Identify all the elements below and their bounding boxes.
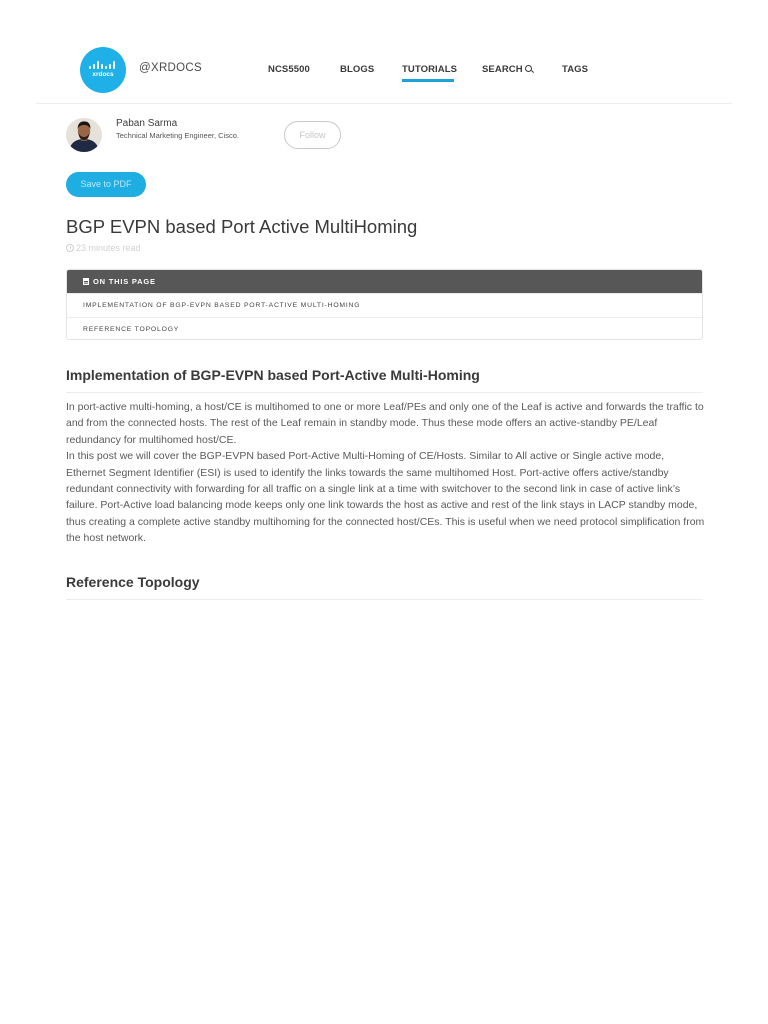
cisco-bars-icon (89, 61, 117, 69)
table-of-contents (66, 269, 703, 340)
logo-text: xrdocs (92, 71, 114, 78)
toc-item-implementation[interactable]: IMPLEMENTATION OF BGP-EVPN BASED PORT-ACTIVE MULTI-HOMING (67, 293, 702, 317)
page-title: BGP EVPN based Port Active MultiHoming (66, 216, 418, 237)
section-heading-reference-topology: Reference Topology (66, 574, 200, 590)
clock-icon (66, 244, 74, 252)
author-name[interactable]: Paban Sarma (116, 118, 178, 129)
toc-header-label: ON THIS PAGE (93, 277, 156, 286)
paragraph: In port-active multi-homing, a host/CE is multihomed to one or more Leaf/PEs and only one of the Leaf is active and forwards the traffic to and from the connected hosts. The rest of the Leaf remain in standby mode. Thus these mode offers an active-standby PE/Leaf redundancy for multihomed host/CE. (66, 401, 704, 446)
site-header (0, 0, 768, 104)
search-icon (525, 65, 532, 72)
read-time (66, 243, 141, 253)
paragraph: In this post we will cover the BGP-EVPN based Port-Active Multi-Homing of CE/Hosts. Similar to All active or Single active mode, Ethernet Segment Identifier (ESI) is used to identify the links towards the same multihomed Host. Port-active offers active/standby redundant connectivity with forwarding for all traffic on a single link at a time with switchover to the second link in case of active link’s failure. Port-Active load balancing mode keeps only one link towards the host as active and rest of the link stays in LACP standby mode, thus creating a complete active standby multihoming for the connected host/CEs. This is useful when we need protocol simplification from the host network. (66, 450, 705, 545)
section-divider (66, 599, 703, 600)
follow-button[interactable]: Follow (284, 121, 341, 149)
article-body (66, 399, 706, 547)
toc-item-reference-topology[interactable]: REFERENCE TOPOLOGY (67, 317, 702, 340)
save-to-pdf-button[interactable]: Save to PDF (66, 172, 146, 197)
nav-item-tags[interactable]: TAGS (562, 64, 589, 75)
nav-item-blogs[interactable]: BLOGS (340, 64, 375, 75)
site-logo[interactable] (80, 47, 126, 93)
nav-item-ncs5500[interactable]: NCS5500 (268, 64, 310, 75)
nav-active-indicator (402, 79, 454, 82)
author-avatar (66, 118, 102, 152)
nav-item-tutorials[interactable]: TUTORIALS (402, 64, 458, 75)
nav-search-label: SEARCH (482, 64, 523, 75)
header-divider (36, 103, 732, 104)
author-role: Technical Marketing Engineer, Cisco. (116, 131, 239, 140)
section-divider (66, 392, 703, 393)
toc-header (67, 270, 702, 293)
document-icon (83, 278, 89, 286)
section-heading-implementation: Implementation of BGP-EVPN based Port-Active Multi-Homing (66, 367, 480, 383)
read-time-label: 23 minutes read (76, 243, 141, 253)
site-name-link[interactable]: @XRDOCS (139, 62, 202, 74)
nav-item-search[interactable] (482, 64, 532, 84)
